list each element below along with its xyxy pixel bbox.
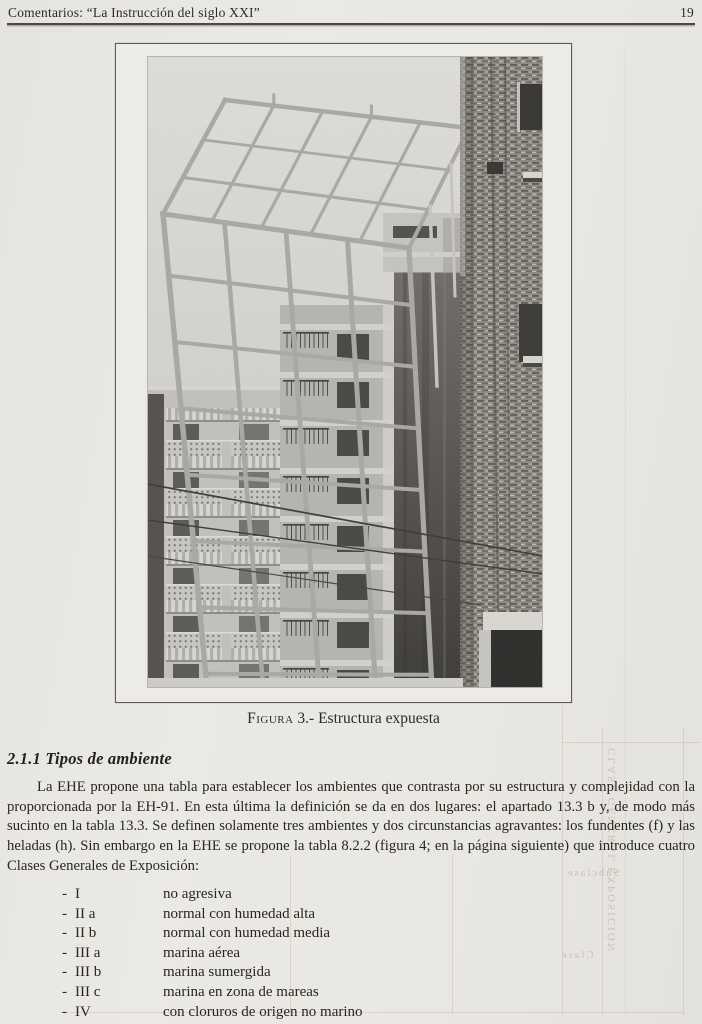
figure-caption: [115, 710, 572, 728]
header-title: Comentarios: “La Instrucción del siglo XXI”: [8, 5, 260, 20]
list-item: [7, 1003, 695, 1023]
class-code: IV: [75, 1003, 91, 1020]
bleedthrough-text: CLASE GENERAL EXPOSICIÓN: [606, 748, 618, 953]
class-code: III a: [75, 944, 101, 961]
class-description: normal con humedad alta: [163, 905, 316, 922]
figure-frame: [115, 43, 572, 703]
page-number: 19: [680, 5, 694, 20]
class-code: III b: [75, 964, 102, 981]
list-item: [7, 905, 695, 925]
list-item: [7, 983, 695, 1003]
section-heading: 2.1.1 Tipos de ambiente: [7, 749, 172, 768]
class-code: II a: [75, 905, 96, 922]
list-bullet: -: [62, 944, 67, 961]
list-bullet: -: [62, 925, 67, 942]
page-header: [8, 5, 694, 21]
structure-photo-illustration: [147, 56, 543, 688]
list-bullet: -: [62, 886, 67, 902]
photo-grain: [147, 56, 543, 688]
figure-caption-label: Figura: [247, 710, 294, 727]
header-divider: [7, 23, 695, 25]
structure-photo: [147, 56, 543, 688]
figure-caption-text: Estructura expuesta: [318, 710, 440, 727]
class-code: III c: [75, 983, 101, 1000]
list-bullet: -: [62, 1003, 67, 1020]
class-description: marina aérea: [163, 944, 241, 961]
list-item: [7, 924, 695, 944]
class-description: normal con humedad media: [163, 925, 331, 942]
figure-caption-number: 3.-: [297, 710, 315, 727]
bleedthrough-line: [562, 742, 700, 743]
list-bullet: -: [62, 905, 67, 922]
class-description: con cloruros de origen no marino: [163, 1003, 363, 1020]
exposure-class-list: [7, 885, 695, 1022]
list-item: [7, 885, 695, 905]
class-code: I: [75, 886, 80, 902]
list-bullet: -: [62, 983, 67, 1000]
body-paragraph: La EHE propone una tabla para establecer los ambientes que contrasta por su estructura y complejidad con la proporcionada por la EH-91. En esta última la definición se da en dos lugares: el apartado 13.3 b y, de modo más sucinto en la tabla 13.3. Se definen solamente tres ambientes y dos circunstancias agravantes: los fundentes (f) y las heladas (h). Sin embargo en la EHE se propone la tabla 8.2.2 (figura 4; en la página siguiente) que introduce cuatro Clases Generales de Exposición:: [7, 779, 695, 874]
class-description: no agresiva: [163, 886, 232, 902]
list-item: [7, 963, 695, 983]
class-description: marina en zona de mareas: [163, 983, 319, 1000]
list-bullet: -: [62, 964, 67, 981]
bleedthrough-text: Subclase: [566, 868, 620, 879]
class-code: II b: [75, 925, 97, 942]
bleedthrough-text: Clase: [560, 950, 594, 961]
class-description: marina sumergida: [163, 964, 271, 981]
list-item: [7, 944, 695, 964]
